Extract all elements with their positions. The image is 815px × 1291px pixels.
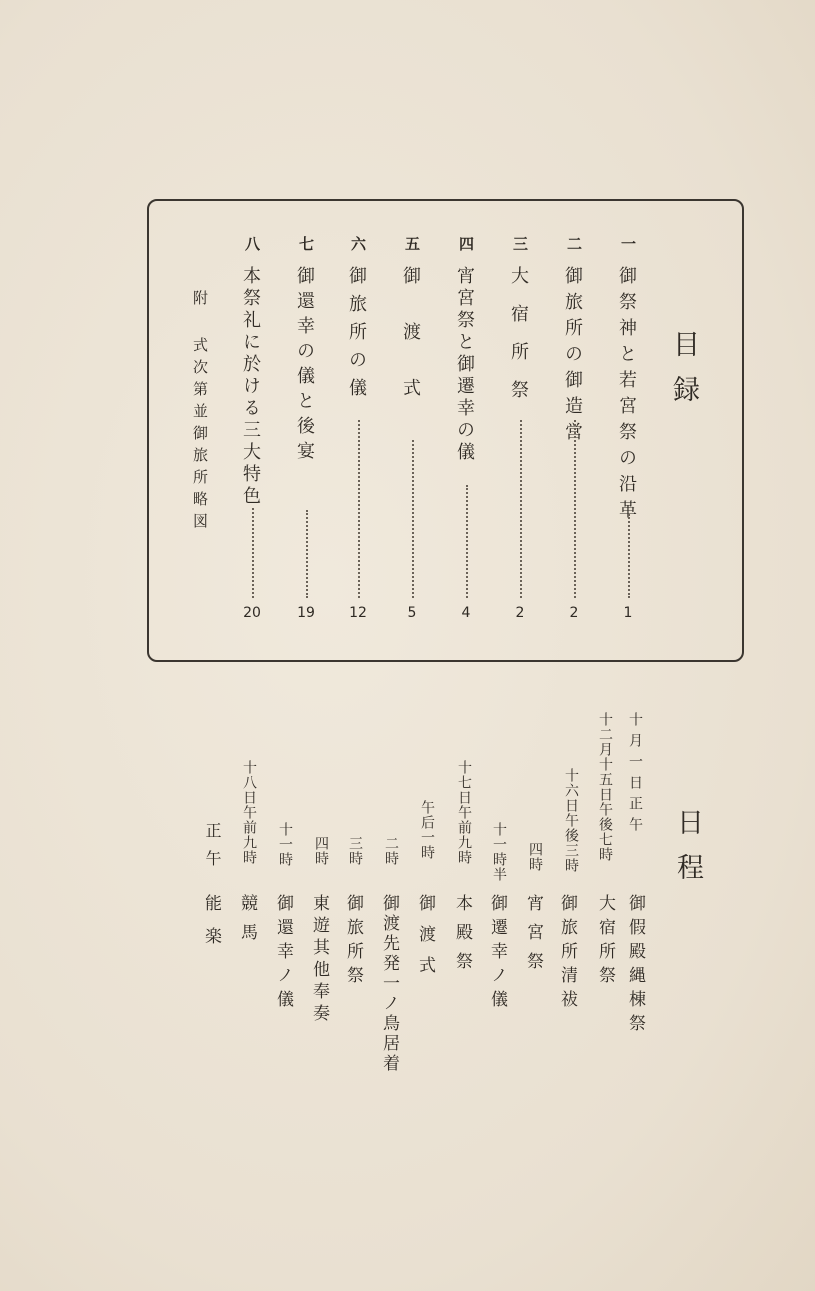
contents-item-page: 12 — [349, 605, 367, 621]
schedule-date: 十月一日正午 — [627, 712, 643, 838]
schedule-event: 能楽 — [201, 894, 221, 960]
schedule-date: 午后一時 — [419, 800, 435, 860]
schedule-event: 御遷幸ノ儀 — [487, 894, 507, 1014]
schedule-event: 御假殿縄棟祭 — [625, 894, 645, 1038]
contents-item-number: 六 — [349, 236, 367, 251]
contents-item-title: 本祭礼に於ける三大特色 — [240, 266, 261, 508]
contents-item-title: 大宿所祭 — [508, 266, 529, 418]
contents-item-page: 5 — [407, 605, 417, 621]
schedule-event: 大宿所祭 — [595, 894, 615, 990]
contents-frame — [147, 199, 744, 662]
schedule-date: 二時 — [383, 836, 399, 866]
contents-item-page: 2 — [515, 605, 525, 621]
schedule-date: 正午 — [203, 822, 222, 878]
contents-item-title: 宵宮祭と御遷幸の儀 — [454, 266, 475, 464]
contents-item-title: 御渡式 — [400, 266, 421, 434]
schedule-event: 御還幸ノ儀 — [273, 894, 293, 1014]
contents-item-number: 八 — [243, 236, 261, 251]
contents-item-number: 三 — [511, 236, 529, 251]
contents-leader-dots — [466, 485, 468, 598]
contents-leader-dots — [574, 420, 576, 598]
contents-leader-dots — [412, 440, 414, 598]
contents-leader-dots — [358, 420, 360, 598]
contents-leader-dots — [520, 420, 522, 598]
schedule-event: 宵宮祭 — [523, 894, 543, 981]
contents-leader-dots — [628, 514, 630, 598]
schedule-event: 御渡式 — [415, 894, 435, 987]
contents-item-page: 2 — [569, 605, 579, 621]
contents-item-title: 御祭神と若宮祭の沿革 — [616, 266, 637, 526]
contents-item-page: 1 — [623, 605, 633, 621]
contents-appendix: 附 式次第並御旅所略図 — [191, 290, 209, 535]
schedule-event: 本殿祭 — [452, 894, 472, 981]
schedule-date: 十一時半 — [491, 822, 507, 882]
contents-leader-dots — [252, 508, 254, 598]
schedule-event: 御旅所清祓 — [557, 894, 577, 1014]
contents-item-title: 御旅所の御造営 — [562, 266, 583, 448]
schedule-date: 十二月十五日午後七時 — [597, 712, 613, 862]
schedule-date: 四時 — [313, 836, 329, 866]
contents-item-page: 20 — [243, 605, 261, 621]
schedule-heading: 日程 — [672, 808, 703, 898]
schedule-date: 十六日午後三時 — [563, 768, 579, 873]
schedule-date: 十七日午前九時 — [456, 760, 472, 865]
contents-heading: 目録 — [668, 330, 699, 420]
schedule-date: 十八日午前九時 — [241, 760, 257, 865]
contents-item-number: 四 — [457, 236, 475, 251]
schedule-date: 四時 — [527, 842, 543, 872]
schedule-event: 競馬 — [237, 894, 257, 952]
contents-item-title: 御還幸の儀と後宴 — [294, 266, 315, 466]
schedule-date: 三時 — [347, 836, 363, 866]
contents-leader-dots — [306, 510, 308, 598]
contents-item-number: 五 — [403, 236, 421, 251]
contents-item-page: 4 — [461, 605, 471, 621]
schedule-date: 十一時 — [277, 822, 293, 867]
contents-item-title: 御旅所の儀 — [346, 266, 367, 406]
contents-item-number: 七 — [297, 236, 315, 251]
contents-item-page: 19 — [297, 605, 315, 621]
contents-item-number: 一 — [619, 236, 637, 251]
contents-item-number: 二 — [565, 236, 583, 251]
schedule-event: 御旅所祭 — [343, 894, 363, 990]
schedule-event: 東遊其他奉奏 — [309, 894, 329, 1026]
schedule-event: 御渡先発一ノ鳥居着 — [379, 894, 399, 1074]
